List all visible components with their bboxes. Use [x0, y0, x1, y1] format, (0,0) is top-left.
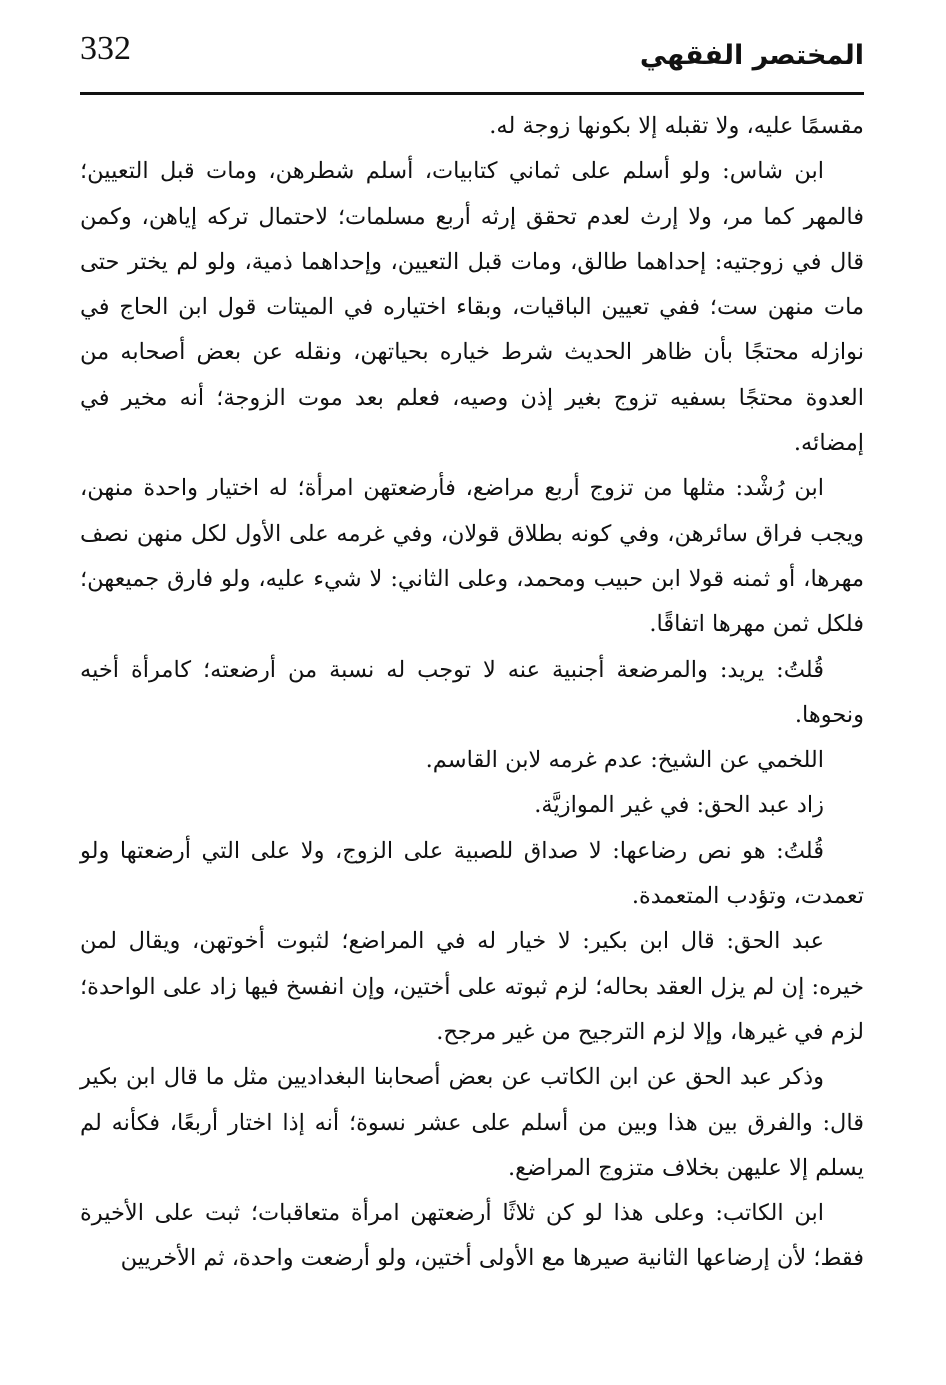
paragraph: زاد عبد الحق: في غير الموازيَّة.	[534, 792, 824, 819]
paragraph: ابن شاس: ولو أسلم على ثماني كتابيات، أسلم شطرهن، ومات قبل التعيين؛ فالمهر كما مر، ولا إرث لعدم تحقق إرثه أربع مسلمات؛ لاحتمال تركه إياهن، وكمن قال في زوجتيه: إحداهما طالق، ومات قبل التعيين، وإحداهما ذمية، ولو لم يختر حتى مات منهن ست؛ ففي تعيين الباقيات، وبقاء اختياره في الميتات قول ابن الحاج في نوازله محتجًا بأن ظاهر الحديث شرط خياره بحياتهن، ونقله عن بعض أصحابه من العدوة محتجًا بسفيه تزوج بغير إذن وصيه، فعلم بعد موت الزوجة؛ أنه مخير في إمضائه.	[80, 158, 864, 457]
paragraph: قُلتُ: يريد: والمرضعة أجنبية عنه لا توجب له نسبة من أرضعته؛ كامرأة أخيه ونحوها.	[80, 656, 864, 728]
paragraph: ابن رُشْد: مثلها من تزوج أربع مراضع، فأرضعتهن امرأة؛ له اختيار واحدة منهن، ويجب فراق سائرهن، وفي كونه بطلاق قولان، وفي غرمه على الأول لكل منهن نصف مهرها، أو ثمنه قولا ابن حبيب ومحمد، وعلى الثاني: لا شيء عليه، ولو فارق جميعهن؛ فلكل ثمن مهرها اتفاقًا.	[80, 475, 864, 638]
paragraph: قُلتُ: هو نص رضاعها: لا صداق للصبية على الزوج، ولا على التي أرضعتها ولو تعمدت، وتؤدب المتعمدة.	[80, 837, 864, 910]
book-title: المختصر الفقهي	[639, 40, 864, 71]
paragraph: وذكر عبد الحق عن ابن الكاتب عن بعض أصحابنا البغداديين مثل ما قال ابن بكير قال: والفرق بين هذا وبين من أسلم على عشر نسوة؛ أنه إذا اختار أربعًا، فكأنه لم يسلم إلا عليهن بخلاف متزوج المراضع.	[80, 1064, 864, 1181]
page-header	[80, 30, 864, 88]
paragraph: اللخمي عن الشيخ: عدم غرمه لابن القاسم.	[425, 747, 824, 774]
paragraph: عبد الحق: قال ابن بكير: لا خيار له في المراضع؛ لثبوت أخوتهن، ويقال لمن خيره: إن لم يزل العقد بحاله؛ لزم ثبوته على أختين، وإن انفسخ فيها زاد على الواحدة؛ لزم في غيرها، وإلا لزم الترجيح من غير مرجح.	[80, 928, 864, 1045]
page-number: 332	[80, 30, 131, 67]
header-rule	[80, 92, 864, 95]
paragraph: مقسمًا عليه، ولا تقبله إلا بكونها زوجة له.	[489, 113, 864, 139]
body-text	[80, 104, 864, 1282]
paragraph: ابن الكاتب: وعلى هذا لو كن ثلاثًا أرضعتهن امرأة متعاقبات؛ ثبت على الأخيرة فقط؛ لأن إرضاعها الثانية صيرها مع الأولى أختين، ولو أرضعت واحدة، ثم الأخريين	[80, 1200, 864, 1272]
